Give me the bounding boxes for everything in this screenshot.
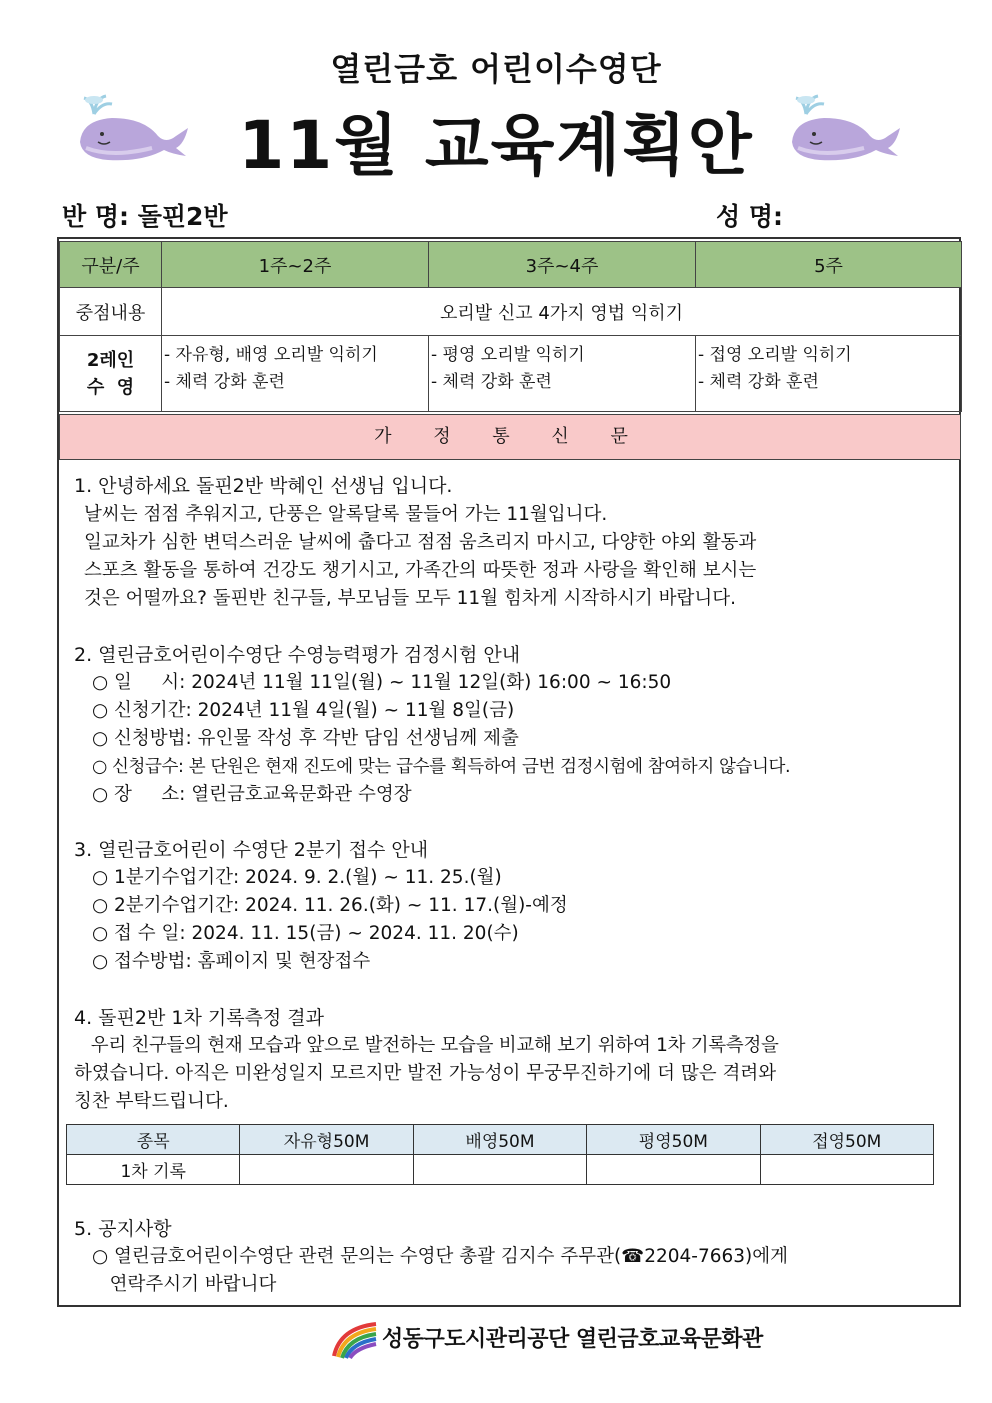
- section-3-item: ○ 접수방법: 홈페이지 및 현장접수: [92, 951, 371, 972]
- org-title: 열린금호 어린이수영단: [330, 50, 662, 88]
- plan-line: - 평영 오리발 익히기: [431, 345, 585, 365]
- week-3-4-plan: [429, 336, 696, 412]
- plan-line: - 접영 오리발 익히기: [698, 345, 852, 365]
- education-plan-table: [59, 241, 962, 412]
- section-3-title: 3. 열린금호어린이 수영단 2분기 접수 안내: [74, 839, 429, 861]
- record-header-cell: 자유형50M: [240, 1125, 413, 1155]
- plan-line: - 체력 강화 훈련: [698, 372, 819, 392]
- header-cell: 5주: [696, 242, 962, 288]
- plan-line: - 체력 강화 훈련: [431, 372, 552, 392]
- student-name-label: 성 명:: [716, 202, 784, 231]
- section-3-item: ○ 접 수 일: 2024. 11. 15(금) ~ 2024. 11. 20(수): [92, 923, 519, 944]
- section-2-item: ○ 신청방법: 유인물 작성 후 각반 담임 선생님께 제출: [92, 728, 519, 749]
- section-3-item: ○ 2분기수업기간: 2024. 11. 26.(화) ~ 11. 17.(월)-예정: [92, 895, 568, 916]
- record-table-header: [67, 1125, 934, 1155]
- plan-table-header: [60, 242, 962, 288]
- rainbow-logo-icon: [330, 1318, 382, 1360]
- section-5-title: 5. 공지사항: [74, 1218, 172, 1240]
- focus-value: 오리발 신고 4가지 영법 익히기: [162, 288, 962, 336]
- newsletter-title: 가 정 통 신 문: [59, 414, 961, 460]
- section-4-title: 4. 돌핀2반 1차 기록측정 결과: [74, 1007, 325, 1029]
- focus-label: 중점내용: [60, 288, 162, 336]
- lane-row: [60, 336, 962, 412]
- section-4-line: 칭찬 부탁드립니다.: [74, 1091, 229, 1112]
- section-1-title: 1. 안녕하세요 돌핀2반 박혜인 선생님 입니다.: [74, 475, 453, 497]
- section-2-item: ○ 장 소: 열린금호교육문화관 수영장: [92, 784, 412, 805]
- lane-label-line: 수 영: [86, 376, 135, 398]
- section-1-line: 일교차가 심한 변덕스러운 날씨에 춥다고 점점 움츠리지 마시고, 다양한 야외 활동과: [84, 532, 757, 553]
- record-value-cell: [240, 1155, 413, 1185]
- header-cell: 구분/주: [60, 242, 162, 288]
- whale-icon: [784, 92, 904, 172]
- footer-organization: 성동구도시관리공단 열린금호교육문화관: [382, 1327, 763, 1352]
- week-5-plan: [696, 336, 962, 412]
- section-2-item: ○ 신청급수: 본 단원은 현재 진도에 맞는 급수를 획득하여 금번 검정시험에 참여하지 않습니다.: [92, 757, 791, 777]
- section-5-line: ○ 열린금호어린이수영단 관련 문의는 수영단 총괄 김지수 주무관(☎2204-7663)에게: [92, 1246, 789, 1267]
- section-2-title: 2. 열린금호어린이수영단 수영능력평가 검정시험 안내: [74, 644, 521, 666]
- focus-row: [60, 288, 962, 336]
- class-name-label: 반 명: 돌핀2반: [62, 202, 228, 231]
- section-1-line: 날씨는 점점 추워지고, 단풍은 알록달록 물들어 가는 11월입니다.: [84, 504, 608, 525]
- section-4-line: 우리 친구들의 현재 모습과 앞으로 발전하는 모습을 비교해 보기 위하여 1차 기록측정을: [74, 1035, 779, 1056]
- plan-line: - 체력 강화 훈련: [164, 372, 285, 392]
- plan-line: - 자유형, 배영 오리발 익히기: [164, 345, 378, 365]
- header-cell: 1주~2주: [162, 242, 429, 288]
- record-header-cell: 평영50M: [587, 1125, 760, 1155]
- lane-label: [60, 336, 162, 412]
- page-title: 11월 교육계획안: [238, 107, 754, 184]
- record-row-label: 1차 기록: [67, 1155, 240, 1185]
- section-2-item: ○ 신청기간: 2024년 11월 4일(월) ~ 11월 8일(금): [92, 700, 515, 721]
- section-3-item: ○ 1분기수업기간: 2024. 9. 2.(월) ~ 11. 25.(월): [92, 867, 502, 888]
- section-4-line: 하였습니다. 아직은 미완성일지 모르지만 발전 가능성이 무궁무진하기에 더 많은 격려와: [74, 1063, 777, 1084]
- record-row: [67, 1155, 934, 1185]
- week-1-2-plan: [162, 336, 429, 412]
- record-header-cell: 종목: [67, 1125, 240, 1155]
- section-5-line: 연락주시기 바랍니다: [92, 1274, 277, 1295]
- section-1-line: 것은 어떨까요? 돌핀반 친구들, 부모님들 모두 11월 힘차게 시작하시기 바랍니다.: [84, 588, 737, 609]
- record-value-cell: [413, 1155, 586, 1185]
- lane-label-line: 2레인: [86, 349, 135, 371]
- section-1-line: 스포츠 활동을 통하여 건강도 챙기시고, 가족간의 따뜻한 정과 사랑을 확인해 보시는: [84, 560, 757, 581]
- record-table: [66, 1124, 934, 1185]
- header-cell: 3주~4주: [429, 242, 696, 288]
- record-header-cell: 접영50M: [760, 1125, 933, 1155]
- record-value-cell: [760, 1155, 933, 1185]
- section-2-item: ○ 일 시: 2024년 11월 11일(월) ~ 11월 12일(화) 16:00 ~ 16:50: [92, 672, 672, 693]
- whale-icon: [72, 92, 192, 172]
- record-header-cell: 배영50M: [413, 1125, 586, 1155]
- record-value-cell: [587, 1155, 760, 1185]
